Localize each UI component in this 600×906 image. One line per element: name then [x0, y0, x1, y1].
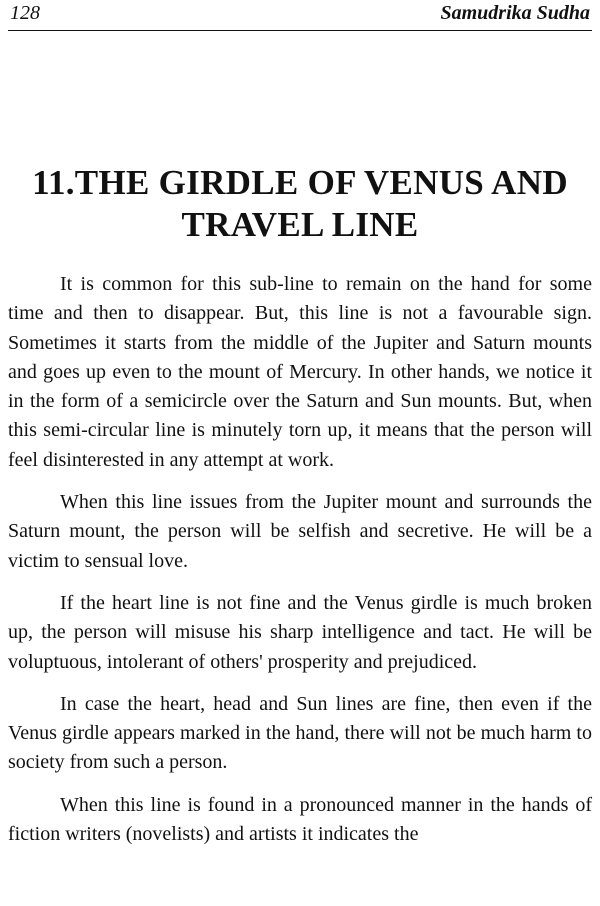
chapter-title-line-1: 11.THE GIRDLE OF VENUS AND [32, 163, 568, 202]
book-title: Samudrika Sudha [440, 2, 590, 24]
paragraph: It is common for this sub-line to remain on the hand for some time and then to disappear. But, this line is not a favourable sign. Sometimes it starts from the middle of the Jupiter and Saturn mounts and goes up even to the mount of Mercury. In other hands, we notice it in the form of a semicircle over the Saturn and Sun mounts. But, when this semi-circular line is minutely torn up, it means that the person will feel disinterested in any attempt at work. [8, 273, 592, 471]
paragraph: If the heart line is not fine and the Venus girdle is much broken up, the person will misuse his sharp intelligence and tact. He will be voluptuous, intolerant of others' prosperity and prejudiced. [8, 591, 592, 673]
paragraph: In case the heart, head and Sun lines are fine, then even if the Venus girdle appears marked in the hand, there will not be much harm to society from such a person. [8, 692, 592, 774]
paragraph: When this line is found in a pronounced manner in the hands of fiction writers (novelists) and artists it indicates the [8, 793, 592, 846]
chapter-title-line-2: TRAVEL LINE [181, 205, 419, 244]
running-header [8, 0, 592, 31]
body-text [8, 270, 592, 862]
page-number: 128 [10, 2, 40, 24]
paragraph: When this line issues from the Jupiter mount and surrounds the Saturn mount, the person will be selfish and secretive. He will be a victim to sensual love. [8, 491, 592, 572]
chapter-title [0, 162, 600, 246]
